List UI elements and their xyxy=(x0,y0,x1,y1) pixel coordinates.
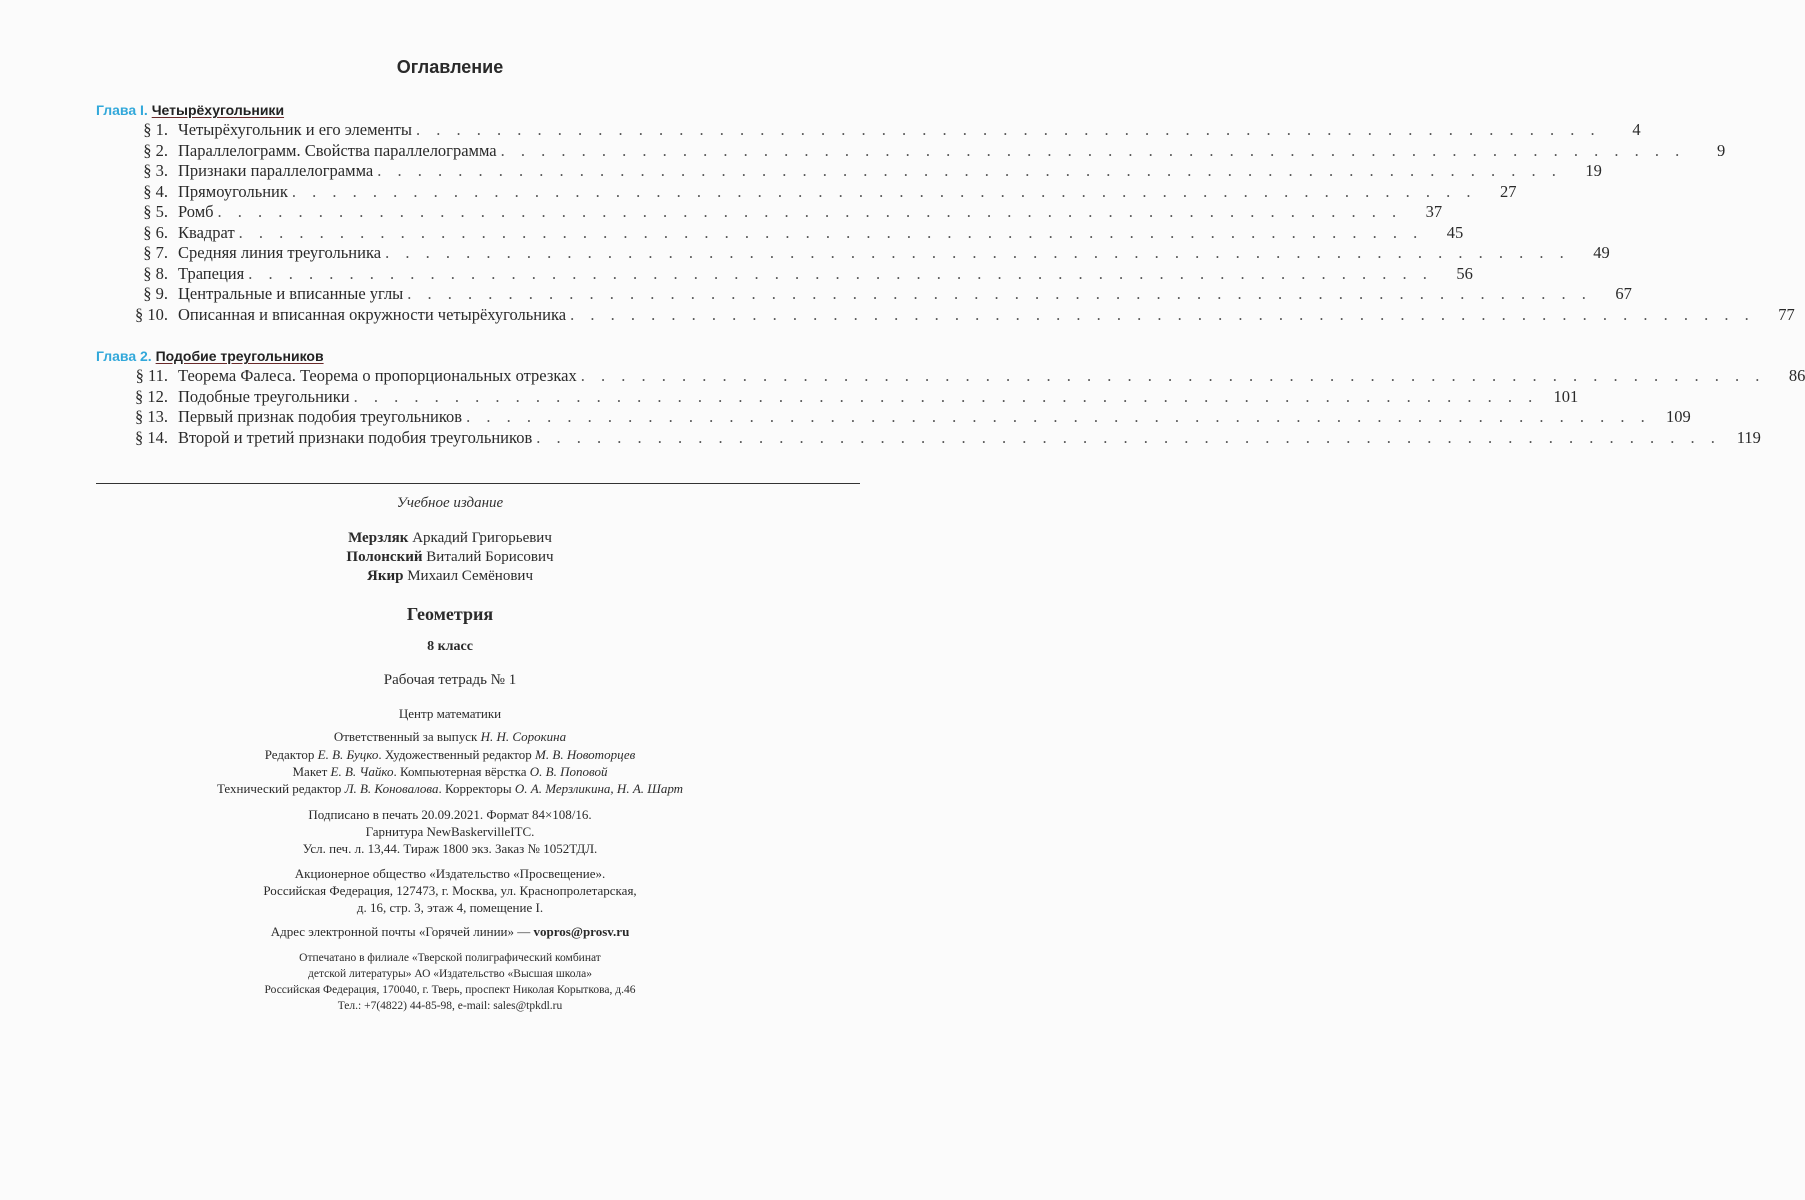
editor-role: Технический редактор xyxy=(216,781,345,796)
print-info-line: Усл. печ. л. 13,44. Тираж 1800 экз. Заказ № 1052ТДЛ. xyxy=(302,841,598,856)
toc-leader-dots: . . . . . . . . . . . . . . . . . . . . . . . . . . . . . . . . . . . . . . . . . . . . . . . . . . . . . . . . . . . xyxy=(466,407,1651,426)
toc-entry xyxy=(110,223,1464,244)
toc-entry xyxy=(110,366,1805,387)
center-name: Центр математики xyxy=(398,706,502,721)
toc-entry-number: § 14. xyxy=(135,428,168,447)
author-1 xyxy=(0,530,900,547)
publisher-line: Российская Федерация, 127473, г. Москва, ул. Краснопролетарская, xyxy=(263,883,637,898)
toc-entry xyxy=(110,120,1641,141)
toc-entry-page: 67 xyxy=(1615,284,1632,303)
chapter-1-name: Четырёхугольники xyxy=(151,102,285,118)
toc-entry-number: § 11. xyxy=(135,366,168,385)
toc-entry-page: 77 xyxy=(1778,305,1795,324)
editor-role: . Корректоры xyxy=(438,781,515,796)
toc-entry-page: 4 xyxy=(1632,120,1641,139)
book-title: Геометрия xyxy=(406,604,494,624)
printer-line: Отпечатано в филиале «Тверской полиграфический комбинат xyxy=(299,952,601,964)
editor-role: Макет xyxy=(292,764,331,779)
toc-entry-number: § 1. xyxy=(143,120,168,139)
editor-name: М. В. Новоторцев xyxy=(535,747,636,762)
editor-line-1 xyxy=(0,729,900,745)
toc-entry-page: 56 xyxy=(1456,264,1473,283)
toc-entry-number: § 5. xyxy=(143,202,168,221)
toc-entry-number: § 6. xyxy=(143,223,168,242)
editor-role: Редактор xyxy=(264,747,318,762)
toc-entry-page: 27 xyxy=(1500,182,1517,201)
toc-leader-dots: . . . . . . . . . . . . . . . . . . . . . . . . . . . . . . . . . . . . . . . . . . . . . . . . . . . . . . . . . . . xyxy=(353,387,1539,406)
toc-entry-page: 45 xyxy=(1446,223,1464,242)
toc-leader-dots: . . . . . . . . . . . . . . . . . . . . . . . . . . . . . . . . . . . . . . . . . . . . . . . . . . . . . . . . . . . xyxy=(248,264,1433,283)
toc-leader-dots: . . . . . . . . . . . . . . . . . . . . . . . . . . . . . . . . . . . . . . . . . . . . . . . . . . . . . . . . . . . xyxy=(570,305,1755,324)
toc-entry-number: § 10. xyxy=(135,305,168,324)
toc-entry-page: 49 xyxy=(1593,243,1610,262)
subtitle: Рабочая тетрадь № 1 xyxy=(383,672,517,688)
editor-line-2 xyxy=(0,747,900,763)
toc-leader-dots: . . . . . . . . . . . . . . . . . . . . . . . . . . . . . . . . . . . . . . . . . . . . . . . . . . . . . . . . . . . xyxy=(415,120,1601,139)
toc-entry-page: 9 xyxy=(1716,141,1726,160)
toc-entry-title: Квадрат xyxy=(178,223,239,243)
hotline-email: vopros@prosv.ru xyxy=(533,924,630,939)
toc-entry-number: § 9. xyxy=(143,284,168,303)
author-given-name: Виталий Борисович xyxy=(426,549,554,565)
toc-leader-dots: . . . . . . . . . . . . . . . . . . . . . . . . . . . . . . . . . . . . . . . . . . . . . . . . . . . . . . . . . . . xyxy=(238,223,1424,242)
author-2 xyxy=(0,549,900,566)
editor-name: Е. В. Чайко xyxy=(330,764,394,779)
author-surname: Мерзляк xyxy=(348,530,409,546)
toc-entry xyxy=(110,387,1579,408)
toc-entry-title: Трапеция xyxy=(178,264,248,284)
toc-entry-title: Ромб xyxy=(178,202,218,222)
toc-leader-dots: . . . . . . . . . . . . . . . . . . . . . . . . . . . . . . . . . . . . . . . . . . . . . . . . . . . . . . . . . . . xyxy=(536,428,1721,447)
editor-name: Е. В. Буцко xyxy=(317,747,379,762)
toc-leader-dots: . . . . . . . . . . . . . . . . . . . . . . . . . . . . . . . . . . . . . . . . . . . . . . . . . . . . . . . . . . . xyxy=(385,243,1570,262)
publisher-line: д. 16, стр. 3, этаж 4, помещение I. xyxy=(356,900,544,915)
toc-entry xyxy=(110,428,1761,449)
toc-entry-title: Подобные треугольники xyxy=(178,387,354,407)
toc-entry-page: 86 xyxy=(1788,366,1805,385)
toc-entry-title: Описанная и вписанная окружности четырёхугольника xyxy=(178,305,570,325)
toc-entry-number: § 12. xyxy=(135,387,168,406)
chapter-2-heading xyxy=(96,348,324,364)
toc-entry xyxy=(110,141,1726,162)
toc-entry-title: Прямоугольник xyxy=(178,182,292,202)
editor-line-4 xyxy=(0,781,900,797)
toc-leader-dots: . . . . . . . . . . . . . . . . . . . . . . . . . . . . . . . . . . . . . . . . . . . . . . . . . . . . . . . . . . . xyxy=(217,202,1403,221)
editor-name: Н. Н. Сорокина xyxy=(480,729,567,744)
editor-name: О. А. Мерзликина, Н. А. Шарт xyxy=(514,781,684,796)
author-given-name: Аркадий Григорьевич xyxy=(412,530,552,546)
toc-entry-number: § 13. xyxy=(135,407,168,426)
chapter-2-name: Подобие треугольников xyxy=(155,348,324,364)
toc-entry xyxy=(110,182,1517,203)
toc-leader-dots: . . . . . . . . . . . . . . . . . . . . . . . . . . . . . . . . . . . . . . . . . . . . . . . . . . . . . . . . . . . xyxy=(500,141,1686,160)
toc-entry-title: Теорема Фалеса. Теорема о пропорциональных отрезках xyxy=(178,366,581,386)
toc-entry-number: § 8. xyxy=(143,264,168,283)
editor-name: Л. В. Коновалова xyxy=(344,781,439,796)
chapter-1-heading xyxy=(96,102,284,118)
author-3 xyxy=(0,568,900,585)
toc-entry xyxy=(110,305,1795,326)
toc-entry-page: 37 xyxy=(1425,202,1443,221)
printer-line: Российская Федерация, 170040, г. Тверь, проспект Николая Корыткова, д.46 xyxy=(264,984,636,996)
edition-type: Учебное издание xyxy=(396,495,504,511)
toc-entry-title: Признаки параллелограмма xyxy=(178,161,377,181)
publisher-line: Акционерное общество «Издательство «Просвещение». xyxy=(294,866,606,881)
hotline xyxy=(0,924,900,940)
toc-entry-number: § 4. xyxy=(143,182,168,201)
chapter-1-number: Глава I. xyxy=(96,102,148,118)
toc-entry xyxy=(110,407,1691,428)
toc-leader-dots: . . . . . . . . . . . . . . . . . . . . . . . . . . . . . . . . . . . . . . . . . . . . . . . . . . . . . . . . . . . xyxy=(407,284,1592,303)
toc-entry xyxy=(110,264,1473,285)
section-divider xyxy=(96,483,860,484)
toc-entry-page: 19 xyxy=(1585,161,1602,180)
printer-line: Тел.: +7(4822) 44-85-98, e-mail: sales@tpkdl.ru xyxy=(337,1000,563,1012)
editor-role: Ответственный за выпуск xyxy=(333,729,481,744)
editor-role: . Компьютерная вёрстка xyxy=(393,764,530,779)
toc-leader-dots: . . . . . . . . . . . . . . . . . . . . . . . . . . . . . . . . . . . . . . . . . . . . . . . . . . . . . . . . . . . xyxy=(291,182,1477,201)
printer-line: детской литературы» АО «Издательство «Высшая школа» xyxy=(308,968,592,980)
toc-entry-number: § 3. xyxy=(143,161,168,180)
grade: 8 класс xyxy=(427,639,473,654)
print-info-line: Подписано в печать 20.09.2021. Формат 84×108/16. xyxy=(308,807,592,822)
chapter-2-number: Глава 2. xyxy=(96,348,152,364)
toc-entry-title: Центральные и вписанные углы xyxy=(178,284,407,304)
author-surname: Полонский xyxy=(346,549,423,565)
toc-entry-number: § 2. xyxy=(143,141,168,160)
author-given-name: Михаил Семёнович xyxy=(407,568,533,584)
print-info-line: Гарнитура NewBaskervilleITC. xyxy=(365,824,535,839)
toc-entry xyxy=(110,161,1602,182)
toc-entry-title: Параллелограмм. Свойства параллелограмма xyxy=(178,141,501,161)
toc-entry xyxy=(110,202,1443,223)
toc-entry-page: 119 xyxy=(1736,428,1761,447)
toc-entry-title: Средняя линия треугольника xyxy=(178,243,385,263)
editor-role: . Художественный редактор xyxy=(378,747,536,762)
toc-leader-dots: . . . . . . . . . . . . . . . . . . . . . . . . . . . . . . . . . . . . . . . . . . . . . . . . . . . . . . . . . . . xyxy=(580,366,1766,385)
editor-line-3 xyxy=(0,764,900,780)
toc-leader-dots: . . . . . . . . . . . . . . . . . . . . . . . . . . . . . . . . . . . . . . . . . . . . . . . . . . . . . . . . . . . xyxy=(377,161,1562,180)
author-surname: Якир xyxy=(367,568,404,584)
toc-entry xyxy=(110,243,1610,264)
toc-entry-number: § 7. xyxy=(143,243,168,262)
toc-entry-page: 101 xyxy=(1553,387,1579,406)
toc-entry-title: Четырёхугольник и его элементы xyxy=(178,120,416,140)
toc-title: Оглавление xyxy=(396,57,504,77)
toc-entry-title: Второй и третий признаки подобия треугольников xyxy=(178,428,536,448)
toc-entry-page: 109 xyxy=(1665,407,1691,426)
toc-entry xyxy=(110,284,1632,305)
toc-entry-title: Первый признак подобия треугольников xyxy=(178,407,466,427)
editor-name: О. В. Поповой xyxy=(529,764,608,779)
hotline-label: Адрес электронной почты «Горячей линии» — xyxy=(270,924,534,939)
